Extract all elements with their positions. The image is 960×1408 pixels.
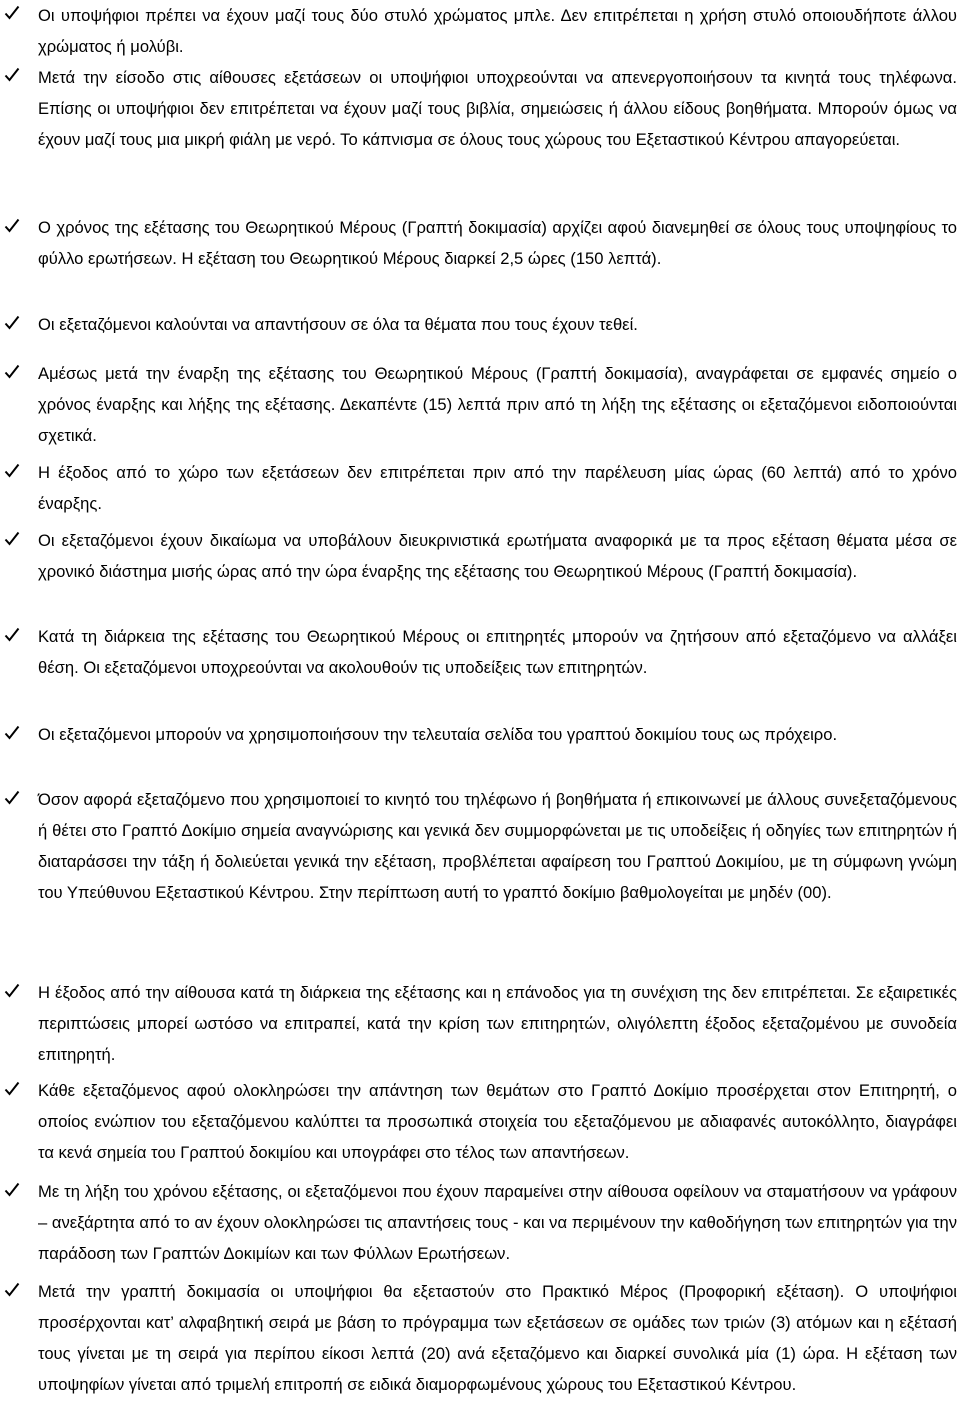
checkmark-icon	[4, 1182, 26, 1206]
checkmark-icon	[4, 67, 26, 91]
checkmark-icon	[4, 364, 26, 388]
list-item-text: Οι εξεταζόμενοι έχουν δικαίωμα να υποβάλουν διευκρινιστικά ερωτήματα αναφορικά με τα προς εξέταση θέματα μέσα σε χρονικό διάστημα μισής ώρας από την ώρα έναρξης της εξέτασης του Θεωρητικού Μέρους (Γραπτή δοκιμασία).	[38, 531, 957, 581]
list-item-text: Μετά την γραπτή δοκιμασία οι υποψήφιοι θα εξεταστούν στο Πρακτικό Μέρος (Προφορική εξέταση). Ο υποψήφιοι προσέρχονται κατ’ αλφαβητική σειρά με βάση το πρόγραμμα των εξετάσεων σε ομάδες των τριών (3) ατόμων και η εξέτασή τους γίνεται με τη σειρά για περίπου είκοσι λεπτά (20) ανά εξεταζόμενο και διαρκεί συνολικά μία (1) ώρα. Η εξέταση των υποψηφίων γίνεται από τριμελή επιτροπή σε ειδικά διαμορφωμένους χώρους του Εξεταστικού Κέντρου.	[38, 1282, 957, 1394]
list-item-text: Ο χρόνος της εξέτασης του Θεωρητικού Μέρους (Γραπτή δοκιμασία) αρχίζει αφού διανεμηθεί σε όλους τους υποψηφίους το φύλλο ερωτήσεων. Η εξέταση του Θεωρητικού Μέρους διαρκεί 2,5 ώρες (150 λεπτά).	[38, 218, 957, 268]
list-item-text: Με τη λήξη του χρόνου εξέτασης, οι εξεταζόμενοι που έχουν παραμείνει στην αίθουσα οφείλουν να σταματήσουν να γράφουν – ανεξάρτητα από το αν έχουν ολοκληρώσει τις απαντήσεις τους - και να περιμένουν την καθοδήγηση των επιτηρητών για την παράδοση των Γραπτών Δοκιμίων και των Φύλλων Ερωτήσεων.	[38, 1182, 957, 1263]
checkmark-icon	[4, 983, 26, 1007]
checkmark-icon	[4, 1282, 26, 1306]
checkmark-icon	[4, 725, 26, 749]
list-item-text: Οι εξεταζόμενοι καλούνται να απαντήσουν σε όλα τα θέματα που τους έχουν τεθεί.	[38, 315, 638, 334]
checkmark-icon	[4, 218, 26, 242]
checkmark-icon	[4, 315, 26, 339]
checkmark-icon	[4, 531, 26, 555]
checkmark-icon	[4, 627, 26, 651]
list-item-text: Κάθε εξεταζόμενος αφού ολοκληρώσει την απάντηση των θεμάτων στο Γραπτό Δοκίμιο προσέρχεται στον Επιτηρητή, ο οποίος ενώπιον του εξεταζόμενου καλύπτει τα προσωπικά στοιχεία του εξεταζόμενου με αδιαφανές αυτοκόλλητο, διαγράφει τα κενά σημεία του Γραπτού δοκιμίου και υπογράφει στο τέλος των απαντήσεων.	[38, 1081, 957, 1162]
list-item-text: Η έξοδος από το χώρο των εξετάσεων δεν επιτρέπεται πριν από την παρέλευση μίας ώρας (60 λεπτά) από το χρόνο έναρξης.	[38, 463, 957, 513]
list-item-text: Όσον αφορά εξεταζόμενο που χρησιμοποιεί το κινητό του τηλέφωνο ή βοηθήματα ή επικοινωνεί με άλλους συνεξεταζόμενους ή θέτει στο Γραπτό Δοκίμιο σημεία αναγνώρισης και γενικά δεν συμμορφώνεται με τις υποδείξεις ή οδηγίες των επιτηρητών ή διαταράσσει την τάξη ή δολιεύεται γενικά την εξέταση, προβλέπεται αφαίρεση του Γραπτού Δοκιμίου, με τη σύμφωνη γνώμη του Υπεύθυνου Εξεταστικού Κέντρου. Στην περίπτωση αυτή το γραπτό δοκίμιο βαθμολογείται με μηδέν (00).	[38, 790, 957, 902]
checkmark-icon	[4, 5, 26, 29]
list-item-text: Η έξοδος από την αίθουσα κατά τη διάρκεια της εξέτασης και η επάνοδος για τη συνέχιση της δεν επιτρέπεται. Σε εξαιρετικές περιπτώσεις μπορεί ωστόσο να επιτραπεί, κατά την κρίση των επιτηρητών, ολιγόλεπτη έξοδος εξεταζομένου με συνοδεία επιτηρητή.	[38, 983, 957, 1064]
list-item-text: Οι υποψήφιοι πρέπει να έχουν μαζί τους δύο στυλό χρώματος μπλε. Δεν επιτρέπεται η χρήση στυλό οποιουδήποτε άλλου χρώματος ή μολύβι.	[38, 6, 957, 56]
list-item-text: Μετά την είσοδο στις αίθουσες εξετάσεων οι υποψήφιοι υποχρεούνται να απενεργοποιήσουν τα κινητά τους τηλέφωνα. Επίσης οι υποψήφιοι δεν επιτρέπεται να έχουν μαζί τους βιβλία, σημειώσεις ή άλλου είδους βοηθήματα. Μπορούν όμως να έχουν μαζί τους μια μικρή φιάλη με νερό. Το κάπνισμα σε όλους τους χώρους του Εξεταστικού Κέντρου απαγορεύεται.	[38, 68, 957, 149]
checkmark-icon	[4, 790, 26, 814]
checkmark-icon	[4, 1081, 26, 1105]
list-item-text: Αμέσως μετά την έναρξη της εξέτασης του Θεωρητικού Μέρους (Γραπτή δοκιμασία), αναγράφεται σε εμφανές σημείο ο χρόνος έναρξης και λήξης της εξέτασης. Δεκαπέντε (15) λεπτά πριν από τη λήξη της εξέτασης οι εξεταζόμενοι ειδοποιούνται σχετικά.	[38, 364, 957, 445]
list-item-text: Οι εξεταζόμενοι μπορούν να χρησιμοποιήσουν την τελευταία σελίδα του γραπτού δοκιμίου τους ως πρόχειρο.	[38, 725, 838, 744]
list-item-text: Κατά τη διάρκεια της εξέτασης του Θεωρητικού Μέρους οι επιτηρητές μπορούν να ζητήσουν από εξεταζόμενο να αλλάξει θέση. Οι εξεταζόμενοι υποχρεούνται να ακολουθούν τις υποδείξεις των επιτηρητών.	[38, 627, 957, 677]
checkmark-icon	[4, 463, 26, 487]
